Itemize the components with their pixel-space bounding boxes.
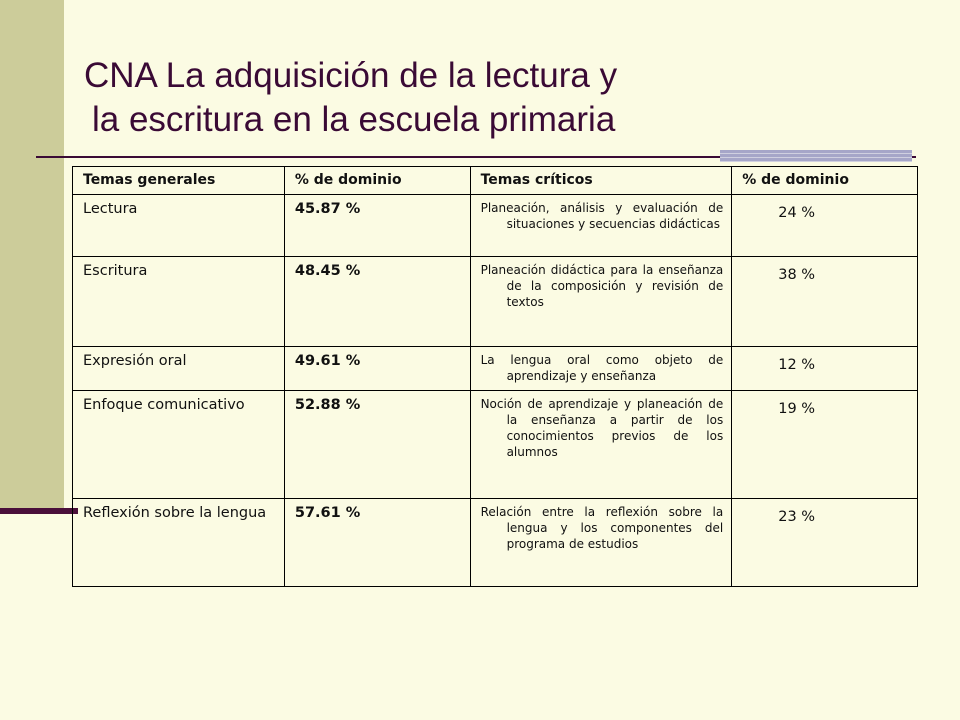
left-accent-line (0, 508, 78, 514)
cell-tema-general: Lectura (73, 195, 285, 257)
header-temas-criticos: Temas críticos (470, 167, 732, 195)
table-row (73, 347, 918, 391)
title-line-2: la escritura en la escuela primaria (92, 100, 616, 139)
header-dominio-general: % de dominio (284, 167, 470, 195)
title-line-1: CNA La adquisición de la lectura y (84, 56, 618, 95)
cell-tema-general: Escritura (73, 257, 285, 347)
cell-tema-critico: Relación entre la reflexión sobre la lengua y los componentes del programa de estudios (470, 499, 732, 587)
cell-tema-critico: Planeación didáctica para la enseñanza de la composición y revisión de textos (470, 257, 732, 347)
cell-tema-critico: Noción de aprendizaje y planeación de la enseñanza a partir de los conocimientos previos de los alumnos (470, 391, 732, 499)
cell-tema-general: Expresión oral (73, 347, 285, 391)
cell-dominio-general: 49.61 % (284, 347, 470, 391)
cell-dominio-critico: 23 % (732, 499, 918, 587)
cell-dominio-critico: 38 % (732, 257, 918, 347)
cell-tema-critico: La lengua oral como objeto de aprendizaje y enseñanza (470, 347, 732, 391)
cell-dominio-general: 45.87 % (284, 195, 470, 257)
table-row (73, 499, 918, 587)
header-temas-generales: Temas generales (73, 167, 285, 195)
table-row (73, 257, 918, 347)
cell-dominio-general: 52.88 % (284, 391, 470, 499)
table-header-row (73, 167, 918, 195)
left-decorative-bar (0, 0, 64, 512)
cell-dominio-critico: 12 % (732, 347, 918, 391)
table-row (73, 391, 918, 499)
cell-tema-general: Enfoque comunicativo (73, 391, 285, 499)
header-dominio-critico: % de dominio (732, 167, 918, 195)
cell-dominio-critico: 19 % (732, 391, 918, 499)
results-table (72, 166, 918, 587)
cell-tema-general: Reflexión sobre la lengua (73, 499, 285, 587)
cell-tema-critico: Planeación, análisis y evaluación de situaciones y secuencias didácticas (470, 195, 732, 257)
title-divider-accent (720, 150, 912, 162)
cell-dominio-general: 48.45 % (284, 257, 470, 347)
cell-dominio-general: 57.61 % (284, 499, 470, 587)
slide-title (84, 54, 784, 142)
table-row (73, 195, 918, 257)
cell-dominio-critico: 24 % (732, 195, 918, 257)
